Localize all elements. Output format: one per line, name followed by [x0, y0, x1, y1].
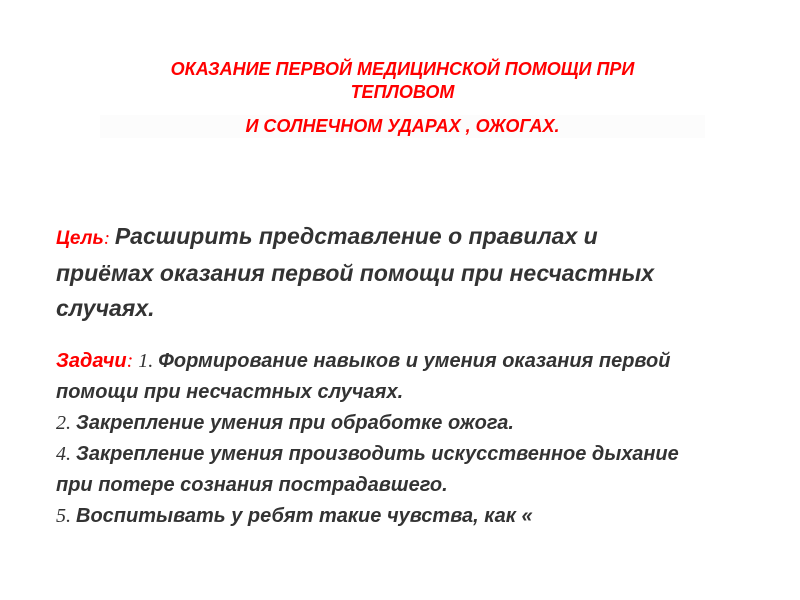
- task-item: [56, 439, 696, 501]
- goal-paragraph: [56, 219, 696, 326]
- goal-text: Расширить представление о правилах и приёмах оказания первой помощи при несчастных случаях.: [56, 223, 655, 321]
- task-item: [56, 408, 696, 439]
- task-number: 4.: [56, 443, 76, 465]
- title-line-3: И СОЛНЕЧНОМ УДАРАХ , ОЖОГАХ.: [100, 115, 705, 138]
- tasks-first-line: [56, 346, 696, 408]
- title-line-2: ТЕПЛОВОМ: [350, 82, 455, 102]
- tasks-label: Задачи: [56, 350, 127, 372]
- goal-colon: :: [103, 228, 115, 249]
- tasks-colon: :: [126, 350, 139, 372]
- title-line-1: ОКАЗАНИЕ ПЕРВОЙ МЕДИЦИНСКОЙ ПОМОЩИ ПРИ: [170, 59, 635, 79]
- task-number: 2.: [56, 412, 76, 434]
- slide-body: [56, 219, 696, 532]
- task-number: 1.: [138, 350, 159, 372]
- tasks-paragraph: [56, 346, 696, 532]
- task-text: Воспитывать у ребят такие чувства, как «: [76, 505, 533, 527]
- task-item: [56, 501, 696, 532]
- task-text: Закрепление умения при обработке ожога.: [76, 412, 514, 434]
- slide-title: [100, 58, 705, 138]
- task-number: 5.: [56, 505, 76, 527]
- goal-label: Цель: [56, 228, 104, 249]
- task-text: Формирование навыков и умения оказания первой помощи при несчастных случаях.: [56, 350, 671, 403]
- task-text: Закрепление умения производить искусственное дыхание при потере сознания пострадавшего.: [56, 443, 679, 496]
